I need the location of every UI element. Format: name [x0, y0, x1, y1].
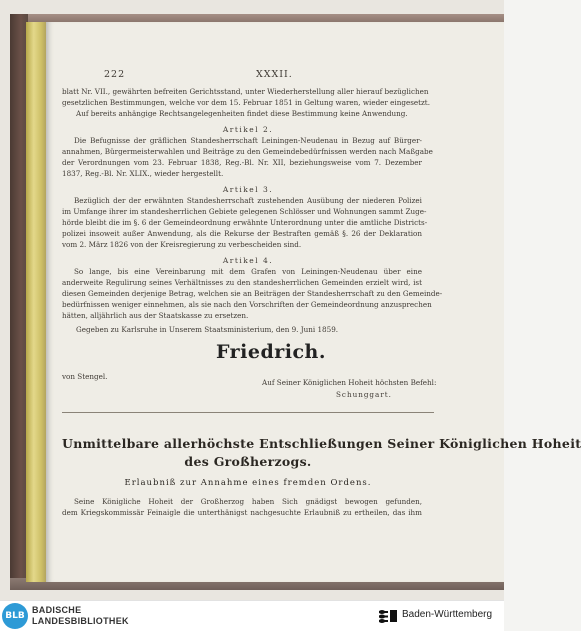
text-line: hätten, alljährlich aus der Staatskasse zu ersetzen. — [62, 311, 249, 320]
text-line: polizei insoweit außer Anwendung, als die Rekurse der Bestraften gemäß §. 26 der Deklaration — [62, 229, 422, 238]
library-name-line1: BADISCHE — [32, 605, 82, 615]
given-line: Gegeben zu Karlsruhe in Unserem Staatsministerium, den 9. Juni 1859. — [76, 325, 339, 334]
section-number: XXXII. — [256, 69, 293, 80]
text-line: diesen Gemeinden derjenige Betrag, welchen sie an Beiträgen der Standesherrschaft zu den Gemeinde- — [62, 289, 443, 298]
main-heading: Unmittelbare allerhöchste Entschließungen Seiner Königlichen Hoheit — [62, 436, 581, 451]
text-line: Die Befugnisse der gräflichen Standesherrschaft Leiningen-Neudenau in Bezug auf Bürger- — [74, 136, 422, 145]
command-name: Schunggart. — [336, 390, 392, 399]
text-line: 1837, Reg.-Bl. Nr. XLIX., wieder hergestellt. — [62, 169, 224, 178]
text-line: gesetzlichen Bestimmungen, welche vor dem 15. Februar 1851 in Geltung waren, wieder eingesetzt. — [62, 98, 430, 107]
text-line: annahmen, Bürgermeisterwahlen und Beiträge zu den Gemeindebedürfnissen werden nach Maßgabe — [62, 147, 433, 156]
text-line: bedürfnissen weniger einnehmen, als sie nach den Vorschriften der Gemeindeordnung anzusprechen — [62, 300, 432, 309]
page-number: 222 — [104, 69, 126, 80]
text-line: Bezüglich der der erwähnten Standesherrschaft zustehenden Ausübung der niederen Polizei — [74, 196, 422, 205]
article-heading: Artikel 4. — [222, 256, 274, 265]
signature: Friedrich. — [216, 341, 326, 363]
lions-coat-of-arms-icon — [378, 608, 398, 624]
library-name[interactable] — [32, 605, 129, 627]
text-line: blatt Nr. VII., gewährten befreiten Gerichtsstand, unter Wiederherstellung aller hierauf bezüglichen — [62, 87, 429, 96]
library-name-line2: LANDESBIBLIOTHEK — [32, 616, 129, 626]
blb-logo-icon[interactable]: BLB — [2, 603, 28, 629]
text-line: Auf bereits anhängige Rechtsangelegenheiten findet diese Bestimmung keine Anwendung. — [76, 109, 408, 118]
text-line: vom 2. März 1826 von der Kreisregierung zu verbescheiden sind. — [62, 240, 302, 249]
state-name[interactable]: Baden-Württemberg — [402, 609, 493, 620]
text-line: der Verordnungen vom 23. Februar 1838, Reg.-Bl. Nr. XII, beziehungsweise vom 7. Dezember — [62, 158, 422, 167]
text-line: Seine Königliche Hoheit der Großherzog haben Sich gnädigst bewogen gefunden, — [74, 497, 422, 506]
viewer-footer — [0, 600, 504, 631]
article-heading: Artikel 2. — [222, 125, 274, 134]
section-divider — [62, 412, 434, 413]
command-line: Auf Seiner Königlichen Hoheit höchsten Befehl: — [262, 378, 437, 387]
text-line: anderweite Regulirung seines Verhältnisses zu den standesherrlichen Gemeinden erzielt wird, ist — [62, 278, 422, 287]
main-heading-line2: des Großherzogs. — [184, 454, 312, 469]
text-line: im Umfange ihrer im standesherrlichen Gebiete gelegenen Schlösser und Wohnungen sammt Zuge- — [62, 207, 427, 216]
subheading: Erlaubniß zur Annahme eines fremden Ordens. — [124, 478, 372, 488]
text-line: dem Kriegskommissär Feinaigle die unterthänigst nachgesuchte Erlaubniß zu ertheilen, das ihm — [62, 508, 422, 517]
countersign-name: von Stengel. — [62, 372, 108, 381]
text-line: So lange, bis eine Vereinbarung mit dem Grafen von Leiningen-Neudenau über eine — [74, 267, 422, 276]
page-edges — [26, 22, 48, 582]
text-line: hörde bleibt die im §. 6 der Gemeindeordnung erwähnte Unterordnung unter die amtliche Districts- — [62, 218, 428, 227]
article-heading: Artikel 3. — [222, 185, 274, 194]
